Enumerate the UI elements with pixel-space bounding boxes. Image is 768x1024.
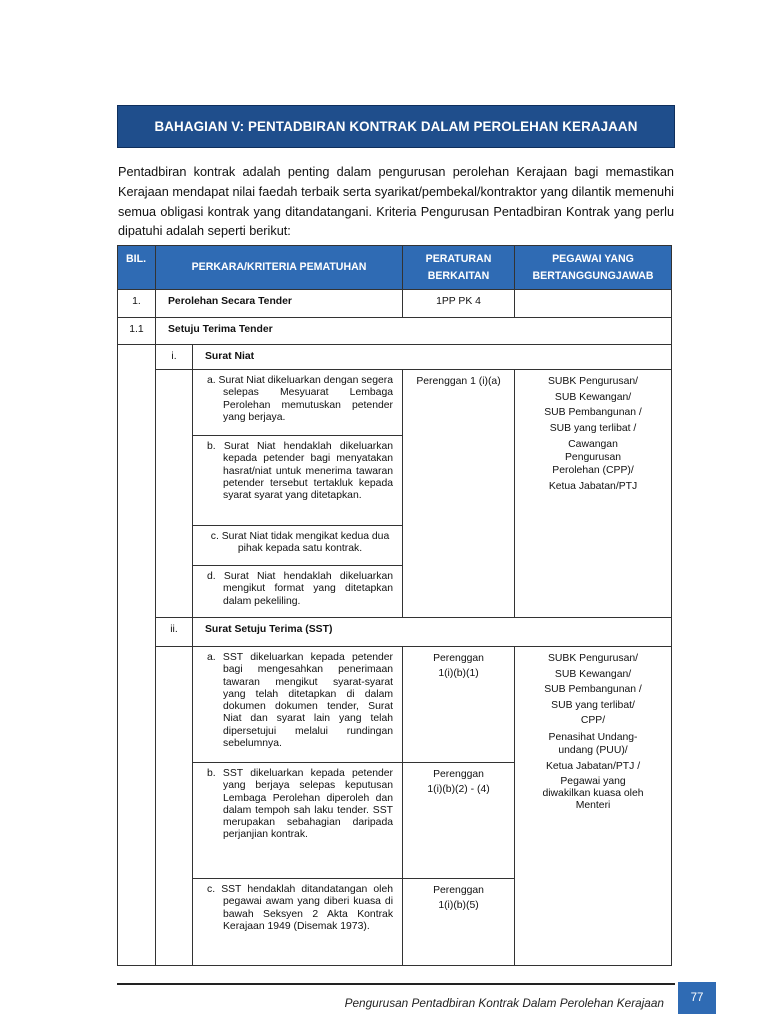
sec-i-item-c: c. Surat Niat tidak mengikat kedua dua pihak kepada satu kontrak. [193,526,403,566]
row1-peraturan: 1PP PK 4 [403,290,515,318]
header-peraturan: PERATURAN BERKAITAN [403,246,515,290]
sec-i-item-b: b. Surat Niat hendaklah dikeluarkan kepada petender bagi menyatakan hasrat/niat untuk menerima tawaran petender tersebut tertakluk kepada syarat syarat yang ditetapkan. [193,436,403,526]
table-row [118,370,672,436]
sec-ii-item-b: b. SST dikeluarkan kepada petender yang berjaya selepas keputusan Lembaga Perolehan diperoleh dan dalam tempoh sah laku tender. SST merupakan sebahagian daripada perjanjian kontrak. [193,763,403,879]
table-header-row [118,246,672,290]
sec-ii-ref-c: Perenggan 1(i)(b)(5) [403,879,515,966]
sec-i-spacer [156,370,193,618]
page-number: 77 [678,982,716,1014]
row1-bil: 1. [118,290,156,318]
table-row [118,290,672,318]
table-row [118,345,672,370]
sec-ii-num: ii. [156,618,193,647]
sec-i-label: Surat Niat [193,345,672,370]
sec-ii-item-c: c. SST hendaklah ditandatangan oleh pegawai awam yang diberi kuasa di bawah Seksyen 2 Akta Kontrak Kerajaan 1949 (Disemak 1973). [193,879,403,966]
section-title-text: BAHAGIAN V: PENTADBIRAN KONTRAK DALAM PEROLEHAN KERAJAAN [154,119,638,134]
header-bil: BIL. [118,246,156,290]
table-row [118,618,672,647]
bil-spacer [118,345,156,966]
sec-i-ref: Perenggan 1 (i)(a) [403,370,515,618]
section-title [117,105,675,148]
table-row [118,647,672,763]
criteria-table [117,245,672,966]
row11-perkara: Setuju Terima Tender [156,318,672,345]
sec-ii-item-a: a. SST dikeluarkan kepada petender bagi mengesahkan penerimaan tawaran mengikut syarat-syarat yang telah ditetapkan di dalam dokumen dokumen tender, Surat Niat dan syarat lain yang telah dipersetujui melalui rundingan sebelumnya. [193,647,403,763]
sec-ii-ref-b: Perenggan 1(i)(b)(2) - (4) [403,763,515,879]
sec-ii-pegawai: SUBK Pengurusan/ SUB Kewangan/ SUB Pembangunan / SUB yang terlibat/ CPP/ Penasihat Undang-undang (PUU)/ Ketua Jabatan/PTJ / Pegawai yang diwakilkan kuasa oleh Menteri [515,647,672,966]
header-perkara: PERKARA/KRITERIA PEMATUHAN [156,246,403,290]
footer-title: Pengurusan Pentadbiran Kontrak Dalam Perolehan Kerajaan [344,996,664,1010]
row11-bil: 1.1 [118,318,156,345]
sec-ii-spacer [156,647,193,966]
row1-perkara: Perolehan Secara Tender [156,290,403,318]
sec-i-num: i. [156,345,193,370]
header-pegawai: PEGAWAI YANG BERTANGGUNGJAWAB [515,246,672,290]
table-row [118,318,672,345]
sec-i-pegawai: SUBK Pengurusan/ SUB Kewangan/ SUB Pembangunan / SUB yang terlibat / Cawangan Pengurusan Perolehan (CPP)/ Ketua Jabatan/PTJ [515,370,672,618]
sec-i-item-a: a. Surat Niat dikeluarkan dengan segera selepas Mesyuarat Lembaga Perolehan memutuskan petender yang berjaya. [193,370,403,436]
intro-paragraph: Pentadbiran kontrak adalah penting dalam pengurusan perolehan Kerajaan bagi memastikan Kerajaan mendapat nilai faedah terbaik serta syarikat/pembekal/kontraktor yang dilantik memenuhi semua obligasi kontrak yang ditandatangani. Kriteria Pengurusan Pentadbiran Kontrak yang perlu dipatuhi adalah seperti berikut: [118,165,674,239]
footer-divider [117,983,675,985]
sec-i-item-d: d. Surat Niat hendaklah dikeluarkan mengikut format yang ditetapkan dalam pekeliling. [193,566,403,618]
sec-ii-ref-a: Perenggan 1(i)(b)(1) [403,647,515,763]
row1-pegawai [515,290,672,318]
sec-ii-label: Surat Setuju Terima (SST) [193,618,672,647]
